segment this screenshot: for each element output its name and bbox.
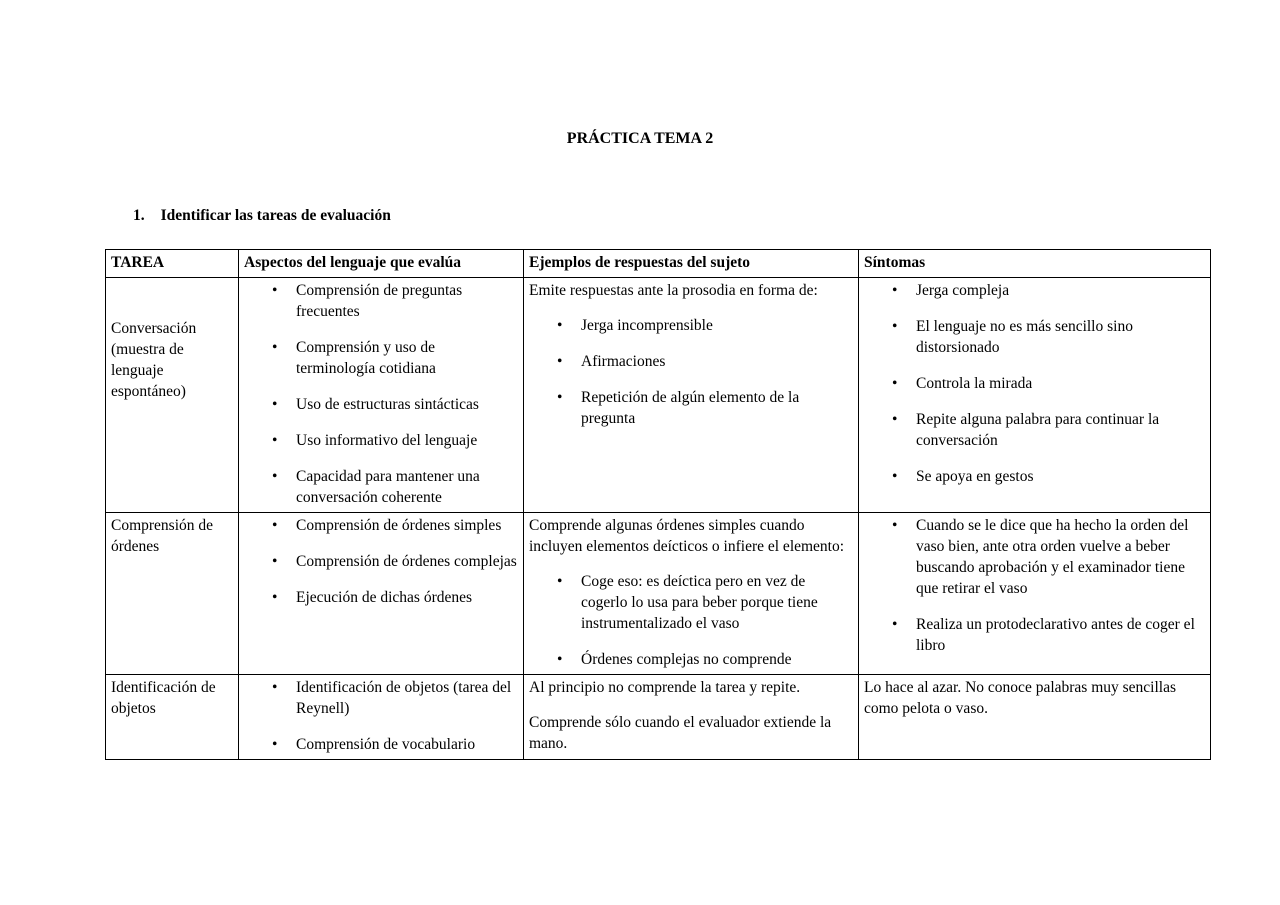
table-cell bbox=[106, 513, 239, 675]
table-cell bbox=[524, 278, 859, 513]
table-row bbox=[106, 513, 1211, 675]
cell-paragraph: Lo hace al azar. No conoce palabras muy sencillas como pelota o vaso. bbox=[864, 679, 1177, 717]
heading-number: 1. bbox=[133, 207, 145, 224]
bullet-item: • Se apoya en gestos bbox=[864, 466, 1205, 487]
cell-paragraph: Identificación de objetos bbox=[111, 679, 216, 717]
bullet-item: • Coge eso: es deíctica pero en vez de cogerlo lo usa para beber porque tiene instrumentalizado el vaso bbox=[529, 571, 853, 634]
page-title: PRÁCTICA TEMA 2 bbox=[566, 130, 714, 147]
bullet-item: • Comprensión de órdenes simples bbox=[244, 515, 518, 536]
table-cell bbox=[239, 513, 524, 675]
table-cell bbox=[239, 278, 524, 513]
table-cell bbox=[524, 513, 859, 675]
cell-paragraph: Emite respuestas ante la prosodia en forma de: bbox=[529, 282, 818, 299]
bullet-item: • Controla la mirada bbox=[864, 373, 1205, 394]
table-cell bbox=[239, 675, 524, 760]
bullet-list bbox=[864, 280, 1205, 487]
header-cell-ejemplos: Ejemplos de respuestas del sujeto bbox=[524, 250, 859, 278]
evaluation-table bbox=[105, 249, 1211, 760]
bullet-item: • Uso informativo del lenguaje bbox=[244, 430, 518, 451]
bullet-item: • Capacidad para mantener una conversación coherente bbox=[244, 466, 518, 508]
bullet-list bbox=[244, 515, 518, 608]
header-cell-sintomas: Síntomas bbox=[859, 250, 1211, 278]
bullet-item: • Jerga compleja bbox=[864, 280, 1205, 301]
bullet-list bbox=[529, 571, 853, 670]
bullet-item: • Realiza un protodeclarativo antes de coger el libro bbox=[864, 614, 1205, 656]
cell-paragraph: Comprensión de órdenes bbox=[111, 517, 214, 555]
bullet-item: • Repite alguna palabra para continuar la conversación bbox=[864, 409, 1205, 451]
table-cell bbox=[106, 278, 239, 513]
bullet-item: • Uso de estructuras sintácticas bbox=[244, 394, 518, 415]
bullet-list bbox=[244, 677, 518, 755]
bullet-list bbox=[529, 315, 853, 429]
table-header bbox=[106, 250, 1211, 278]
cell-paragraph: Comprende sólo cuando el evaluador extiende la mano. bbox=[529, 714, 832, 752]
bullet-item: • El lenguaje no es más sencillo sino distorsionado bbox=[864, 316, 1205, 358]
heading-text: Identificar las tareas de evaluación bbox=[160, 207, 391, 224]
bullet-item: • Jerga incomprensible bbox=[529, 315, 853, 336]
table-cell bbox=[106, 675, 239, 760]
bullet-item: • Comprensión de vocabulario bbox=[244, 734, 518, 755]
table-row bbox=[106, 278, 1211, 513]
cell-paragraph: Al principio no comprende la tarea y repite. bbox=[529, 679, 801, 696]
table-row bbox=[106, 675, 1211, 760]
bullet-list bbox=[244, 280, 518, 508]
bullet-list bbox=[864, 515, 1205, 656]
table-cell bbox=[859, 513, 1211, 675]
bullet-item: • Afirmaciones bbox=[529, 351, 853, 372]
bullet-item: • Ejecución de dichas órdenes bbox=[244, 587, 518, 608]
cell-paragraph: Conversación (muestra de lenguaje espontáneo) bbox=[111, 320, 197, 400]
bullet-item: • Comprensión de preguntas frecuentes bbox=[244, 280, 518, 322]
section-heading bbox=[133, 205, 1280, 226]
table-cell bbox=[524, 675, 859, 760]
table-cell bbox=[859, 675, 1211, 760]
header-cell-tarea: TAREA bbox=[106, 250, 239, 278]
bullet-item: • Órdenes complejas no comprende bbox=[529, 649, 853, 670]
table-body bbox=[106, 278, 1211, 760]
table-cell bbox=[859, 278, 1211, 513]
bullet-item: • Cuando se le dice que ha hecho la orden del vaso bien, ante otra orden vuelve a beber buscando aprobación y el examinador tiene que retirar el vaso bbox=[864, 515, 1205, 599]
bullet-item: • Repetición de algún elemento de la pregunta bbox=[529, 387, 853, 429]
header-row bbox=[106, 250, 1211, 278]
cell-paragraph: Comprende algunas órdenes simples cuando incluyen elementos deícticos o infiere el elemento: bbox=[529, 517, 845, 555]
header-cell-aspectos: Aspectos del lenguaje que evalúa bbox=[239, 250, 524, 278]
bullet-item: • Comprensión de órdenes complejas bbox=[244, 551, 518, 572]
bullet-item: • Comprensión y uso de terminología cotidiana bbox=[244, 337, 518, 379]
bullet-item: • Identificación de objetos (tarea del Reynell) bbox=[244, 677, 518, 719]
